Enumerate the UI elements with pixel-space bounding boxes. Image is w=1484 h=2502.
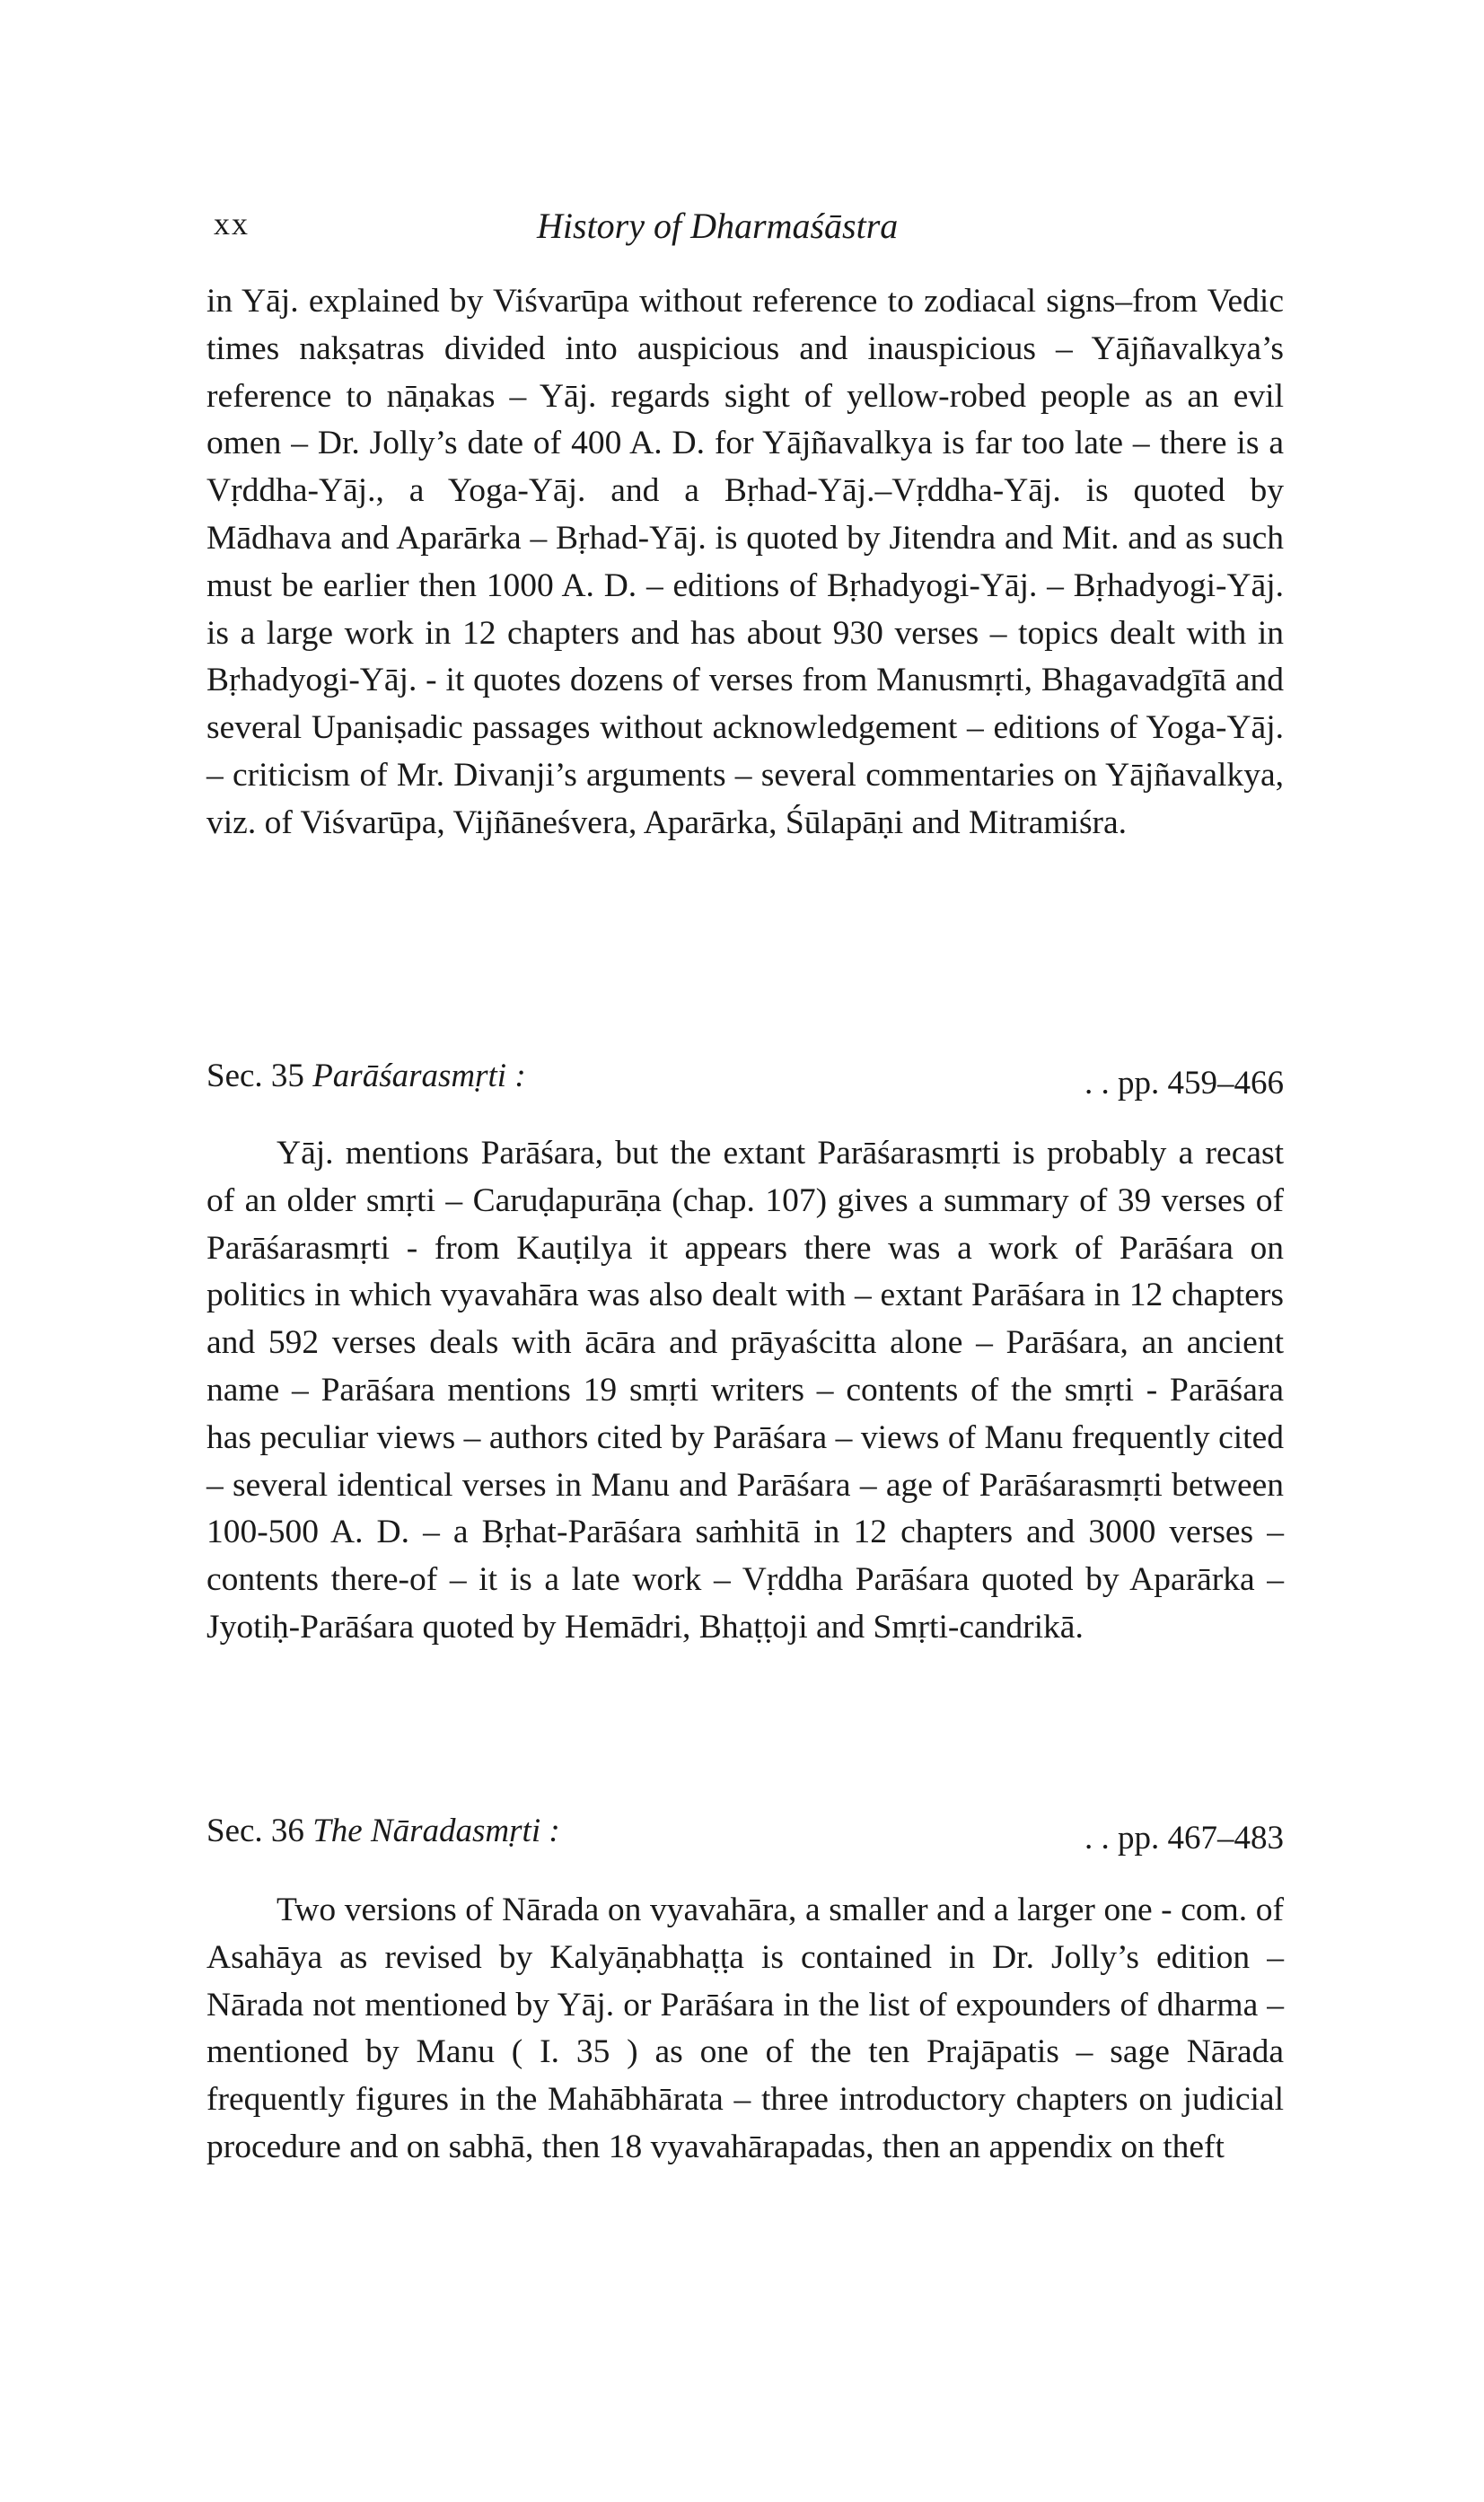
section-heading-36	[206, 1812, 1284, 1862]
section-35-paragraph: Yāj. mentions Parāśara, but the extant Parāśarasmṛti is probably a recast of an older smṛti – Caruḍapurāṇa (chap. 107) gives a summary of 39 verses of Parāśarasmṛti - from Kauṭilya it appears there was a work of Parāśara on politics in which vyavahāra was also dealt with – extant Parāśara in 12 chapters and 592 verses deals with ācāra and prāyaścitta alone – Parāśara, an ancient name – Parāśara mentions 19 smṛti writers – contents of the smṛti - Parāśara has peculiar views – authors cited by Parāśara – views of Manu frequently cited – several identical verses in Manu and Parāśara – age of Parāśarasmṛti between 100-500 A. D. – a Bṛhat-Parāśara saṁhitā in 12 chapters and 3000 verses – contents there-of – it is a late work – Vṛddha Parāśara quoted by Aparārka – Jyotiḥ-Parāśara quoted by Hemādri, Bhaṭṭoji and Smṛti-candrikā.	[206, 1135, 1284, 1646]
section-pages: . . pp. 467–483	[1084, 1820, 1284, 1857]
section-title: Parāśarasmṛti :	[312, 1058, 526, 1094]
page-number: xx	[214, 206, 250, 241]
section-label: Sec. 36	[206, 1813, 304, 1849]
section-heading-35	[206, 1057, 1284, 1107]
intro-paragraph: in Yāj. explained by Viśvarūpa without reference to zodiacal signs–from Vedic times nakṣatras divided into auspicious and inauspicious – Yājñavalkya’s reference to nāṇakas – Yāj. regards sight of yellow-robed people as an evil omen – Dr. Jolly’s date of 400 A. D. for Yājñavalkya is far too late – there is a Vṛddha-Yāj., a Yoga-Yāj. and a Bṛhad-Yāj.–Vṛddha-Yāj. is quoted by Mādhava and Aparārka – Bṛhad-Yāj. is quoted by Jitendra and Mit. and as such must be earlier then 1000 A. D. – editions of Bṛhadyogi-Yāj. – Bṛhadyogi-Yāj. is a large work in 12 chapters and has about 930 verses – topics dealt with in Bṛhadyogi-Yāj. - it quotes dozens of verses from Manusmṛti, Bhagavadgītā and several Upaniṣadic passages without acknowledgement – editions of Yoga-Yāj. – criticism of Mr. Divanji’s arguments – several commentaries on Yājñavalkya, viz. of Viśvarūpa, Vijñāneśvera, Aparārka, Śūlapāṇi and Mitramiśra.	[206, 283, 1284, 841]
running-title: History of Dharmaśāstra	[537, 206, 899, 246]
section-pages: . . pp. 459–466	[1084, 1065, 1284, 1102]
section-36-paragraph: Two versions of Nārada on vyavahāra, a smaller and a larger one - com. of Asahāya as revised by Kalyāṇabhaṭṭa is contained in Dr. Jolly’s edition – Nārada not mentioned by Yāj. or Parāśara in the list of expounders of dharma – mentioned by Manu ( I. 35 ) as one of the ten Prajāpatis – sage Nārada frequently figures in the Mahābhārata – three introductory chapters on judicial procedure and on sabhā, then 18 vyavahārapadas, then an appendix on theft	[206, 1892, 1284, 2165]
section-title: The Nāradasmṛti :	[312, 1813, 560, 1849]
running-head	[214, 205, 1278, 259]
section-label: Sec. 35	[206, 1058, 304, 1094]
